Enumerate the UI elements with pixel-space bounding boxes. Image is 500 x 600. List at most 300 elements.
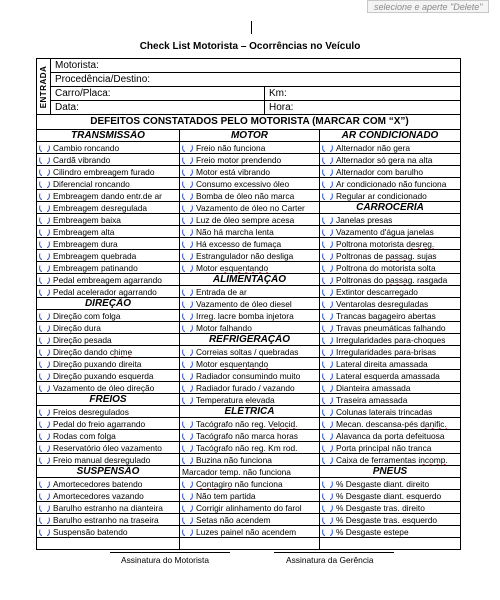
checkbox-bracket-icon[interactable] — [322, 421, 333, 428]
checklist-item-label: Tacógrafo não reg. Km rod. — [196, 442, 298, 453]
checkbox-bracket-icon[interactable] — [182, 289, 193, 296]
table-row — [37, 358, 461, 370]
checkbox-bracket-icon[interactable] — [39, 529, 50, 536]
checkbox-bracket-icon[interactable] — [182, 433, 193, 440]
checklist-item[interactable] — [320, 262, 461, 274]
checkbox-bracket-icon[interactable] — [39, 277, 50, 284]
checkbox-bracket-icon[interactable] — [182, 229, 193, 236]
checklist-item-label: Alternador só gera na alta — [336, 154, 433, 165]
table-row — [37, 538, 461, 550]
checklist-item[interactable] — [320, 346, 461, 358]
table-row — [37, 418, 461, 430]
checkbox-bracket-icon[interactable] — [39, 325, 50, 332]
checklist-item-label: Barulho estranho na traseira — [53, 514, 159, 525]
table-row — [37, 502, 461, 514]
checklist-item[interactable] — [37, 262, 180, 274]
checkbox-bracket-icon[interactable] — [322, 145, 333, 152]
checklist-item[interactable] — [37, 238, 180, 250]
checklist-item[interactable] — [37, 322, 180, 334]
checkbox-bracket-icon[interactable] — [322, 445, 333, 452]
checklist-item[interactable] — [320, 298, 461, 310]
table-row — [37, 298, 461, 310]
checklist-item[interactable] — [320, 142, 461, 154]
checklist-item-label: Cambio roncando — [53, 142, 120, 153]
checklist-item[interactable] — [180, 298, 320, 310]
checklist-item-label: Tacógrafo não reg. Velocid. — [196, 418, 298, 429]
checklist-item[interactable] — [320, 154, 461, 166]
checkbox-bracket-icon[interactable] — [39, 493, 50, 500]
checklist-item[interactable] — [320, 322, 461, 334]
checkbox-bracket-icon[interactable] — [39, 313, 50, 320]
table-row — [37, 454, 461, 466]
checklist-item-label: Freio manual desregulado — [53, 454, 151, 465]
delete-hint-box: selecione e aperte "Delete" — [367, 0, 489, 13]
checklist-item-label: Motor falhando — [196, 322, 252, 333]
checklist-item-label: Poltrona do motorista solta — [336, 262, 436, 273]
checklist-item-label: Embreagem alta — [53, 226, 115, 237]
checklist-item[interactable] — [180, 358, 320, 370]
table-row — [37, 202, 461, 214]
checklist-item[interactable] — [320, 502, 461, 514]
checkbox-bracket-icon[interactable] — [322, 181, 333, 188]
checklist-item[interactable] — [37, 430, 180, 442]
spellcheck-underline: chime — [109, 346, 133, 357]
checklist-item-label: Poltrona motorista desreg. — [336, 238, 435, 249]
checklist-item[interactable] — [37, 226, 180, 238]
checklist-item[interactable] — [37, 358, 180, 370]
checklist-item[interactable] — [320, 166, 461, 178]
checkbox-bracket-icon[interactable] — [182, 385, 193, 392]
checklist-item[interactable] — [180, 322, 320, 334]
checkbox-bracket-icon[interactable] — [182, 397, 193, 404]
checklist-item-label: Há excesso de fumaça — [196, 238, 282, 249]
spellcheck-underline: incomp. — [418, 454, 448, 465]
checkbox-bracket-icon[interactable] — [39, 517, 50, 524]
checklist-item[interactable] — [37, 454, 180, 466]
checkbox-bracket-icon[interactable] — [322, 505, 333, 512]
section-header-direcao: DIREÇÃO — [37, 298, 180, 310]
checklist-item[interactable] — [180, 430, 320, 442]
checklist-item[interactable] — [320, 514, 461, 526]
checklist-item[interactable] — [37, 478, 180, 490]
checkbox-bracket-icon[interactable] — [182, 157, 193, 164]
checkbox-bracket-icon[interactable] — [182, 517, 193, 524]
checklist-item[interactable] — [180, 226, 320, 238]
spellcheck-underline: Velocid. — [268, 418, 298, 429]
checklist-item-label: Traseira amassada — [336, 394, 408, 405]
checkbox-bracket-icon[interactable] — [39, 349, 50, 356]
checklist-item-label: Contagiro não funciona — [196, 478, 283, 489]
table-row — [37, 478, 461, 490]
checklist-item-label: Temperatura elevada — [196, 394, 275, 405]
checklist-item[interactable] — [320, 382, 461, 394]
checklist-item[interactable] — [180, 250, 320, 262]
checklist-item[interactable] — [320, 286, 461, 298]
checklist-item[interactable] — [320, 274, 461, 286]
checklist-item[interactable] — [180, 418, 320, 430]
checklist-item[interactable] — [320, 442, 461, 454]
checklist-item[interactable] — [180, 286, 320, 298]
checklist-item-label: Amortecedores batendo — [53, 478, 143, 489]
checklist-item[interactable] — [37, 334, 180, 346]
checklist-item-label: Direção puxando direita — [53, 358, 142, 369]
checkbox-bracket-icon[interactable] — [39, 505, 50, 512]
checkbox-bracket-icon[interactable] — [182, 301, 193, 308]
checkbox-bracket-icon[interactable] — [39, 145, 50, 152]
checklist-item[interactable] — [37, 286, 180, 298]
checklist-item-label: Barulho estranho na dianteira — [53, 502, 163, 513]
checklist-item[interactable] — [37, 370, 180, 382]
section-header-refrigeracao: REFRIGERAÇÃO — [180, 334, 320, 346]
checkbox-bracket-icon[interactable] — [322, 493, 333, 500]
entrada-label-cell — [37, 59, 51, 115]
checkbox-bracket-icon[interactable] — [39, 205, 50, 212]
table-row — [37, 226, 461, 238]
checklist-item[interactable] — [37, 310, 180, 322]
checklist-item-label: Direção dura — [53, 322, 101, 333]
table-row — [37, 322, 461, 334]
checkbox-bracket-icon[interactable] — [39, 157, 50, 164]
checkbox-bracket-icon[interactable] — [322, 517, 333, 524]
checklist-item[interactable] — [180, 202, 320, 214]
checkbox-bracket-icon[interactable] — [182, 445, 193, 452]
section-header-freios: FREIOS — [37, 394, 180, 406]
defects-body — [37, 130, 461, 550]
checklist-item[interactable] — [320, 190, 461, 202]
hora-field[interactable]: Hora: — [265, 101, 461, 115]
checklist-item[interactable] — [37, 406, 180, 418]
checklist-item[interactable] — [180, 214, 320, 226]
checkbox-bracket-icon[interactable] — [39, 433, 50, 440]
checkbox-bracket-icon[interactable] — [182, 373, 193, 380]
checklist-item[interactable] — [37, 142, 180, 154]
checkbox-bracket-icon[interactable] — [322, 241, 333, 248]
table-row — [37, 526, 461, 538]
checklist-item[interactable] — [37, 490, 180, 502]
checkbox-bracket-icon[interactable] — [322, 265, 333, 272]
checklist-item[interactable] — [320, 490, 461, 502]
checklist-item[interactable] — [180, 502, 320, 514]
checklist-item[interactable] — [180, 526, 320, 538]
checkbox-bracket-icon[interactable] — [322, 229, 333, 236]
checklist-item[interactable] — [180, 382, 320, 394]
checklist-item[interactable] — [320, 214, 461, 226]
checklist-item-label: Cardã vibrando — [53, 154, 111, 165]
checkbox-bracket-icon[interactable] — [39, 361, 50, 368]
table-row — [37, 250, 461, 262]
checklist-item[interactable] — [180, 178, 320, 190]
checkbox-bracket-icon[interactable] — [322, 337, 333, 344]
checklist-item[interactable] — [37, 526, 180, 538]
checklist-item-label: Vazamento de óleo no Carter — [196, 202, 305, 213]
checklist-item[interactable] — [180, 370, 320, 382]
checklist-item-label: Pedal embreagem agarrando — [53, 274, 162, 285]
section-header-ar-condicionado: AR CONDICIONADO — [320, 130, 461, 142]
section-header-alimentacao: ALIMENTAÇÃO — [180, 274, 320, 286]
checkbox-bracket-icon[interactable] — [39, 373, 50, 380]
checklist-item[interactable] — [180, 454, 320, 466]
section-header-motor: MOTOR — [180, 130, 320, 142]
checklist-item[interactable] — [320, 334, 461, 346]
checkbox-bracket-icon[interactable] — [39, 457, 50, 464]
checkbox-bracket-icon[interactable] — [322, 373, 333, 380]
checklist-item-label: Porta principal não tranca — [336, 442, 432, 453]
empty-cell — [180, 538, 320, 550]
spellcheck-underline: desreg. — [406, 238, 435, 249]
checkbox-bracket-icon[interactable] — [182, 529, 193, 536]
checklist-item[interactable] — [180, 514, 320, 526]
checklist-item-label: Irregularidades para-choques — [336, 334, 446, 345]
section-header-carroceria: CARROCERIA — [320, 202, 461, 214]
checklist-item[interactable] — [180, 142, 320, 154]
checklist-item-label: Vazamento de óleo diesel — [196, 298, 292, 309]
checklist-item-label: Luz de óleo sempre acesa — [196, 214, 295, 225]
checklist-item[interactable] — [180, 466, 320, 478]
entry-info-table — [36, 58, 461, 115]
carro-placa-field[interactable]: Carro/Placa: — [51, 87, 265, 101]
checklist-item[interactable] — [320, 394, 461, 406]
checklist-item-label: Vazamento de óleo direção — [53, 382, 155, 393]
checkbox-bracket-icon[interactable] — [39, 409, 50, 416]
spellcheck-underline: Contagiro — [196, 478, 233, 489]
checkbox-bracket-icon[interactable] — [322, 349, 333, 356]
spellcheck-underline: passag. — [385, 274, 415, 285]
checklist-item[interactable] — [180, 394, 320, 406]
checkbox-bracket-icon[interactable] — [182, 349, 193, 356]
table-row — [37, 262, 461, 274]
checklist-item-label: Colunas laterais trincadas — [336, 406, 433, 417]
spellcheck-underline: danific. — [420, 418, 447, 429]
empty-cell — [37, 538, 180, 550]
spellcheck-underline: esquentando — [219, 358, 269, 369]
data-field[interactable]: Data: — [51, 101, 265, 115]
checklist-item-label: % Desgaste tras. direito — [336, 502, 425, 513]
table-row — [37, 238, 461, 250]
checkbox-bracket-icon[interactable] — [322, 457, 333, 464]
spellcheck-underline: passag. — [385, 250, 415, 261]
checkbox-bracket-icon[interactable] — [39, 241, 50, 248]
checkbox-bracket-icon[interactable] — [182, 241, 193, 248]
checkbox-bracket-icon[interactable] — [39, 193, 50, 200]
checkbox-bracket-icon[interactable] — [39, 169, 50, 176]
checklist-item-label: Alternador com barulho — [336, 166, 424, 177]
checklist-item-label: Direção com folga — [53, 310, 121, 321]
checkbox-bracket-icon[interactable] — [322, 157, 333, 164]
checkbox-bracket-icon[interactable] — [182, 217, 193, 224]
checklist-item-label: Poltronas do passag. rasgada — [336, 274, 448, 285]
checkbox-bracket-icon[interactable] — [182, 253, 193, 260]
checkbox-bracket-icon[interactable] — [322, 385, 333, 392]
driver-signature-label: Assinatura do Motorista — [121, 555, 209, 565]
checkbox-bracket-icon[interactable] — [322, 289, 333, 296]
checklist-item-label: Não tem partida — [196, 490, 256, 501]
checklist-item-label: Trancas bagageiro abertas — [336, 310, 436, 321]
checklist-item[interactable] — [180, 154, 320, 166]
table-row — [37, 406, 461, 418]
checklist-item[interactable] — [37, 202, 180, 214]
checkbox-bracket-icon[interactable] — [182, 169, 193, 176]
checklist-item[interactable] — [37, 190, 180, 202]
table-row — [37, 274, 461, 286]
table-row — [37, 310, 461, 322]
checkbox-bracket-icon[interactable] — [39, 421, 50, 428]
checkbox-bracket-icon[interactable] — [322, 253, 333, 260]
checklist-item[interactable] — [180, 346, 320, 358]
checklist-item[interactable] — [320, 454, 461, 466]
checklist-item[interactable] — [320, 406, 461, 418]
checkbox-bracket-icon[interactable] — [182, 325, 193, 332]
checklist-item[interactable] — [180, 190, 320, 202]
manager-signature-line — [274, 552, 394, 553]
motorista-field[interactable]: Motorista: — [51, 59, 461, 73]
checklist-item[interactable] — [320, 526, 461, 538]
spellcheck-underline: esquentando — [219, 262, 269, 273]
checkbox-bracket-icon[interactable] — [322, 217, 333, 224]
checklist-item[interactable] — [37, 418, 180, 430]
checklist-item-label: Correias soltas / quebradas — [196, 346, 299, 357]
checklist-item-label: Poltronas de passag. sujas — [336, 250, 437, 261]
checkbox-bracket-icon[interactable] — [182, 193, 193, 200]
checkbox-bracket-icon[interactable] — [182, 145, 193, 152]
checklist-item[interactable] — [320, 250, 461, 262]
checkbox-bracket-icon[interactable] — [182, 481, 193, 488]
checklist-item[interactable] — [37, 178, 180, 190]
table-row — [37, 154, 461, 166]
table-row — [37, 286, 461, 298]
checklist-item-label: Consumo excessivo óleo — [196, 178, 290, 189]
checkbox-bracket-icon[interactable] — [322, 397, 333, 404]
checkbox-bracket-icon[interactable] — [39, 265, 50, 272]
checklist-item[interactable] — [180, 262, 320, 274]
checkbox-bracket-icon[interactable] — [39, 229, 50, 236]
checkbox-bracket-icon[interactable] — [182, 493, 193, 500]
checklist-item[interactable] — [37, 274, 180, 286]
table-row — [37, 466, 461, 478]
checklist-item-label: Mecan. descansa-pés danific. — [336, 418, 447, 429]
checklist-item[interactable] — [37, 166, 180, 178]
checklist-item-label: Amortecedores vazando — [53, 490, 144, 501]
checklist-item[interactable] — [320, 418, 461, 430]
checklist-item[interactable] — [180, 490, 320, 502]
checklist-item[interactable] — [37, 346, 180, 358]
checkbox-bracket-icon[interactable] — [322, 301, 333, 308]
checklist-item[interactable] — [37, 250, 180, 262]
checkbox-bracket-icon[interactable] — [182, 205, 193, 212]
checklist-item[interactable] — [180, 166, 320, 178]
checklist-item-label: Pedal do freio agarrando — [53, 418, 146, 429]
checklist-item-label: Reservatório óleo vazamento — [53, 442, 162, 453]
procedencia-field[interactable]: Procedência/Destino: — [51, 73, 461, 87]
checkbox-bracket-icon[interactable] — [322, 409, 333, 416]
checkbox-bracket-icon[interactable] — [39, 289, 50, 296]
checklist-item-label: Bomba de óleo não marca — [196, 190, 295, 201]
checkbox-bracket-icon[interactable] — [39, 445, 50, 452]
checklist-item[interactable] — [180, 310, 320, 322]
checklist-item[interactable] — [37, 214, 180, 226]
checkbox-bracket-icon[interactable] — [182, 361, 193, 368]
km-field[interactable]: Km: — [265, 87, 461, 101]
checklist-item-label: Ventarolas desreguladas — [336, 298, 429, 309]
checklist-item[interactable] — [320, 358, 461, 370]
checklist-item-label: Ar condicionado não funciona — [336, 178, 447, 189]
checkbox-bracket-icon[interactable] — [322, 193, 333, 200]
checkbox-bracket-icon[interactable] — [39, 481, 50, 488]
checklist-item-label: Freio não funciona — [196, 142, 266, 153]
checkbox-bracket-icon[interactable] — [322, 529, 333, 536]
checklist-item-label: Embreagem dura — [53, 238, 118, 249]
checklist-item-label: Regular ar condicionado — [336, 190, 427, 201]
checklist-item-label: Travas pneumáticas falhando — [336, 322, 446, 333]
checklist-item[interactable] — [180, 238, 320, 250]
checkbox-bracket-icon[interactable] — [39, 253, 50, 260]
checklist-item-label: Vazamento d'água janelas — [336, 226, 434, 237]
checkbox-bracket-icon[interactable] — [322, 325, 333, 332]
checkbox-bracket-icon[interactable] — [39, 217, 50, 224]
section-header-transmissao: TRANSMISSÃO — [37, 130, 180, 142]
checklist-item[interactable] — [180, 442, 320, 454]
checklist-item-label: Tacógrafo não marca horas — [196, 430, 298, 441]
checklist-item[interactable] — [320, 430, 461, 442]
checklist-item-label: Entrada de ar — [196, 286, 247, 297]
checkbox-bracket-icon[interactable] — [182, 265, 193, 272]
table-row — [37, 430, 461, 442]
checkbox-bracket-icon[interactable] — [39, 337, 50, 344]
checklist-item[interactable] — [320, 370, 461, 382]
checkbox-bracket-icon[interactable] — [182, 181, 193, 188]
checklist-item[interactable] — [320, 238, 461, 250]
checklist-item[interactable] — [37, 382, 180, 394]
section-header-suspensao: SUSPENSÃO — [37, 466, 180, 478]
empty-cell — [320, 538, 461, 550]
checklist-item-label: % Desgaste diant. esquerdo — [336, 490, 442, 501]
checklist-item[interactable] — [37, 442, 180, 454]
checklist-item[interactable] — [37, 154, 180, 166]
checklist-item-label: Estrangulador não desliga — [196, 250, 294, 261]
checkbox-bracket-icon[interactable] — [182, 313, 193, 320]
checkbox-bracket-icon[interactable] — [182, 457, 193, 464]
text-cursor — [251, 21, 252, 34]
checklist-item[interactable] — [37, 514, 180, 526]
checklist-item[interactable] — [180, 478, 320, 490]
checkbox-bracket-icon[interactable] — [39, 181, 50, 188]
table-row — [37, 214, 461, 226]
checkbox-bracket-icon[interactable] — [322, 361, 333, 368]
checkbox-bracket-icon[interactable] — [322, 169, 333, 176]
checklist-item-label: Irreg. lacre bomba injetora — [196, 310, 294, 321]
checklist-item-label: Corrigir alinhamento do farol — [196, 502, 302, 513]
table-row — [37, 142, 461, 154]
checkbox-bracket-icon[interactable] — [322, 481, 333, 488]
checklist-item-label: Luzes painel não acendem — [196, 526, 297, 537]
checkbox-bracket-icon[interactable] — [322, 433, 333, 440]
table-row — [37, 178, 461, 190]
checkbox-bracket-icon[interactable] — [322, 313, 333, 320]
section-header-eletrica: ELÉTRICA — [180, 406, 320, 418]
checklist-item[interactable] — [320, 478, 461, 490]
table-row — [37, 514, 461, 526]
checklist-item[interactable] — [320, 178, 461, 190]
checklist-item[interactable] — [37, 502, 180, 514]
checkbox-bracket-icon[interactable] — [322, 277, 333, 284]
table-row — [37, 442, 461, 454]
checklist-item[interactable] — [320, 226, 461, 238]
table-row — [37, 370, 461, 382]
checkbox-bracket-icon[interactable] — [182, 421, 193, 428]
checklist-item[interactable] — [320, 310, 461, 322]
checklist-item-label: Alavanca da porta defeituosa — [336, 430, 445, 441]
checkbox-bracket-icon[interactable] — [39, 385, 50, 392]
checkbox-bracket-icon[interactable] — [182, 505, 193, 512]
